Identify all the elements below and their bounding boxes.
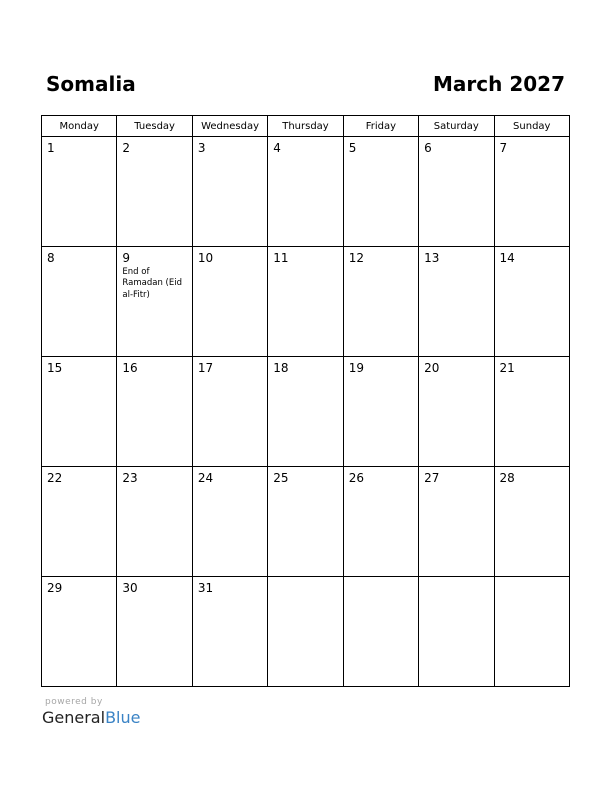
day-number: 14 [499,251,515,265]
day-cell [343,137,418,247]
calendar-week-row [42,577,570,687]
day-cell [343,467,418,577]
day-number: 12 [348,251,364,265]
day-cell [192,247,267,357]
day-cell [419,467,494,577]
day-number: 1 [47,141,55,155]
day-cell [117,247,192,357]
day-cell [268,357,343,467]
day-number: 28 [499,471,515,485]
day-number: 7 [499,141,508,155]
weekday-header: Thursday [268,116,343,137]
day-number: 16 [122,361,138,375]
day-number: 20 [424,361,440,375]
day-number: 25 [273,471,289,485]
day-number: 13 [424,251,440,265]
day-cell [192,357,267,467]
day-number: 9 [122,251,131,265]
day-number: 19 [348,361,364,375]
day-cell [268,247,343,357]
day-cell [343,247,418,357]
month-calendar-grid [41,115,570,687]
weekday-header: Saturday [419,116,494,137]
day-number: 4 [273,141,281,155]
calendar-week-row [42,137,570,247]
day-number: 22 [47,471,63,485]
empty-day-cell [268,577,343,687]
powered-by-label: powered by [45,697,103,707]
day-cell [268,467,343,577]
calendar-month-title: March 2027 [433,72,565,96]
calendar-week-row [42,467,570,577]
footer-branding [42,697,140,727]
day-cell [419,137,494,247]
day-cell [192,577,267,687]
weekday-header: Friday [343,116,418,137]
empty-day-cell [494,577,569,687]
day-number: 21 [499,361,515,375]
day-number: 6 [424,141,432,155]
brand-logo-part-general: General [42,708,106,727]
day-number: 8 [47,251,55,265]
day-number: 11 [273,251,289,265]
day-cell [494,357,569,467]
day-cell [192,137,267,247]
day-number: 26 [348,471,364,485]
day-number: 17 [197,361,214,375]
day-number: 18 [273,361,289,375]
day-cell [42,577,117,687]
weekday-header-row [42,116,570,137]
holiday-event-label: End of Ramadan (Eid al-Fitr) [122,267,182,300]
day-cell [419,247,494,357]
day-cell [494,137,569,247]
day-number: 5 [348,141,357,155]
day-number: 3 [197,141,206,155]
calendar-week-row [42,357,570,467]
calendar-week-row [42,247,570,357]
day-number: 30 [122,581,138,595]
empty-day-cell [419,577,494,687]
day-number: 23 [122,471,138,485]
day-number: 15 [47,361,63,375]
weekday-header: Tuesday [117,116,192,137]
day-cell [117,137,192,247]
calendar-weeks [42,137,570,687]
brand-logo-part-blue: Blue [105,708,141,727]
day-cell [268,137,343,247]
day-cell [117,357,192,467]
day-cell [117,467,192,577]
empty-day-cell [343,577,418,687]
day-number: 31 [197,581,214,595]
day-cell [42,137,117,247]
day-cell [42,467,117,577]
day-cell [42,357,117,467]
weekday-header: Monday [42,116,117,137]
day-cell [117,577,192,687]
day-number: 24 [197,471,214,485]
calendar-country-title: Somalia [46,72,136,96]
day-number: 2 [122,141,131,155]
weekday-header: Wednesday [192,116,267,137]
day-number: 27 [424,471,440,485]
day-cell [494,247,569,357]
brand-logo [42,708,140,727]
day-cell [343,357,418,467]
day-cell [419,357,494,467]
day-cell [42,247,117,357]
day-number: 29 [47,581,63,595]
day-cell [494,467,569,577]
day-number: 10 [197,251,214,265]
day-cell [192,467,267,577]
weekday-header: Sunday [494,116,569,137]
